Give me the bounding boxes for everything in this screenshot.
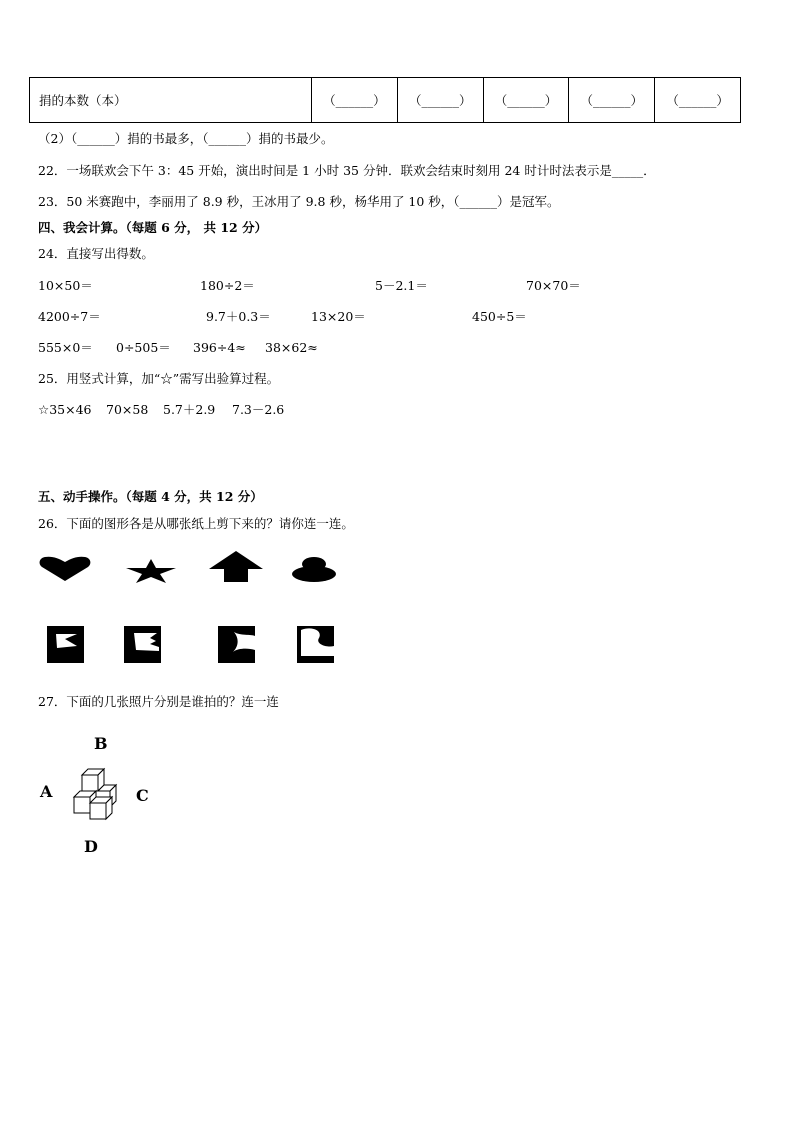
calc-item: 0÷505＝ bbox=[116, 340, 171, 355]
calc-item: 396÷4≈ bbox=[193, 340, 246, 355]
question-26: 26．下面的图形各是从哪张纸上剪下来的？请你连一连。 bbox=[38, 516, 354, 531]
star-icon bbox=[125, 558, 177, 584]
section-5-heading: 五、动手操作。（每题 4 分，共 12 分） bbox=[38, 489, 263, 504]
calc-item: 70×70＝ bbox=[526, 278, 581, 293]
calc-item: 70×58 bbox=[106, 402, 149, 417]
label-a: A bbox=[40, 782, 53, 801]
answer-blank: （______） bbox=[569, 78, 655, 123]
label-c: C bbox=[136, 786, 149, 805]
question-22: 22．一场联欢会下午 3：45 开始，演出时间是 1 小时 35 分钟．联欢会结束时刻用 24 时计时法表示是_____． bbox=[38, 163, 656, 178]
arrow-up-icon bbox=[208, 551, 264, 582]
calc-item: 450÷5＝ bbox=[472, 309, 527, 324]
calc-item: ☆35×46 bbox=[38, 402, 92, 417]
table-row-label: 捐的本数（本） bbox=[30, 78, 312, 123]
cube-stack-figure bbox=[70, 767, 122, 823]
hat-icon bbox=[291, 556, 337, 584]
paper-sheet-2 bbox=[124, 626, 161, 663]
donation-table bbox=[29, 77, 741, 123]
calc-item: 38×62≈ bbox=[265, 340, 318, 355]
calc-item: 9.7＋0.3＝ bbox=[206, 309, 271, 324]
question-27: 27．下面的几张照片分别是谁拍的？连一连 bbox=[38, 694, 279, 709]
label-b: B bbox=[94, 734, 108, 753]
calc-item: 5－2.1＝ bbox=[375, 278, 428, 293]
answer-blank: （______） bbox=[397, 78, 483, 123]
heart-icon bbox=[38, 556, 92, 582]
label-d: D bbox=[84, 837, 98, 856]
paper-sheet-3 bbox=[218, 626, 255, 663]
answer-blank: （______） bbox=[312, 78, 398, 123]
calc-item: 13×20＝ bbox=[311, 309, 366, 324]
calc-item: 7.3－2.6 bbox=[232, 402, 285, 417]
paper-sheet-4 bbox=[297, 626, 334, 663]
question-23: 23．50 米赛跑中，李丽用了 8.9 秒，王冰用了 9.8 秒，杨华用了 10 秒，（______）是冠军。 bbox=[38, 194, 560, 209]
calc-item: 555×0＝ bbox=[38, 340, 93, 355]
paper-sheet-1 bbox=[47, 626, 84, 663]
answer-blank: （______） bbox=[483, 78, 569, 123]
calc-item: 5.7＋2.9 bbox=[163, 402, 216, 417]
answer-blank: （______） bbox=[655, 78, 741, 123]
question-24: 24．直接写出得数。 bbox=[38, 246, 154, 261]
calc-item: 180÷2＝ bbox=[200, 278, 255, 293]
question-25: 25．用竖式计算，加“☆”需写出验算过程。 bbox=[38, 371, 280, 386]
table-row bbox=[30, 78, 741, 123]
section-4-heading: 四、我会计算。（每题 6 分， 共 12 分） bbox=[38, 220, 268, 235]
question-21-part-2: （2）（______）捐的书最多，（______）捐的书最少。 bbox=[38, 131, 334, 146]
calc-item: 4200÷7＝ bbox=[38, 309, 101, 324]
calc-item: 10×50＝ bbox=[38, 278, 93, 293]
